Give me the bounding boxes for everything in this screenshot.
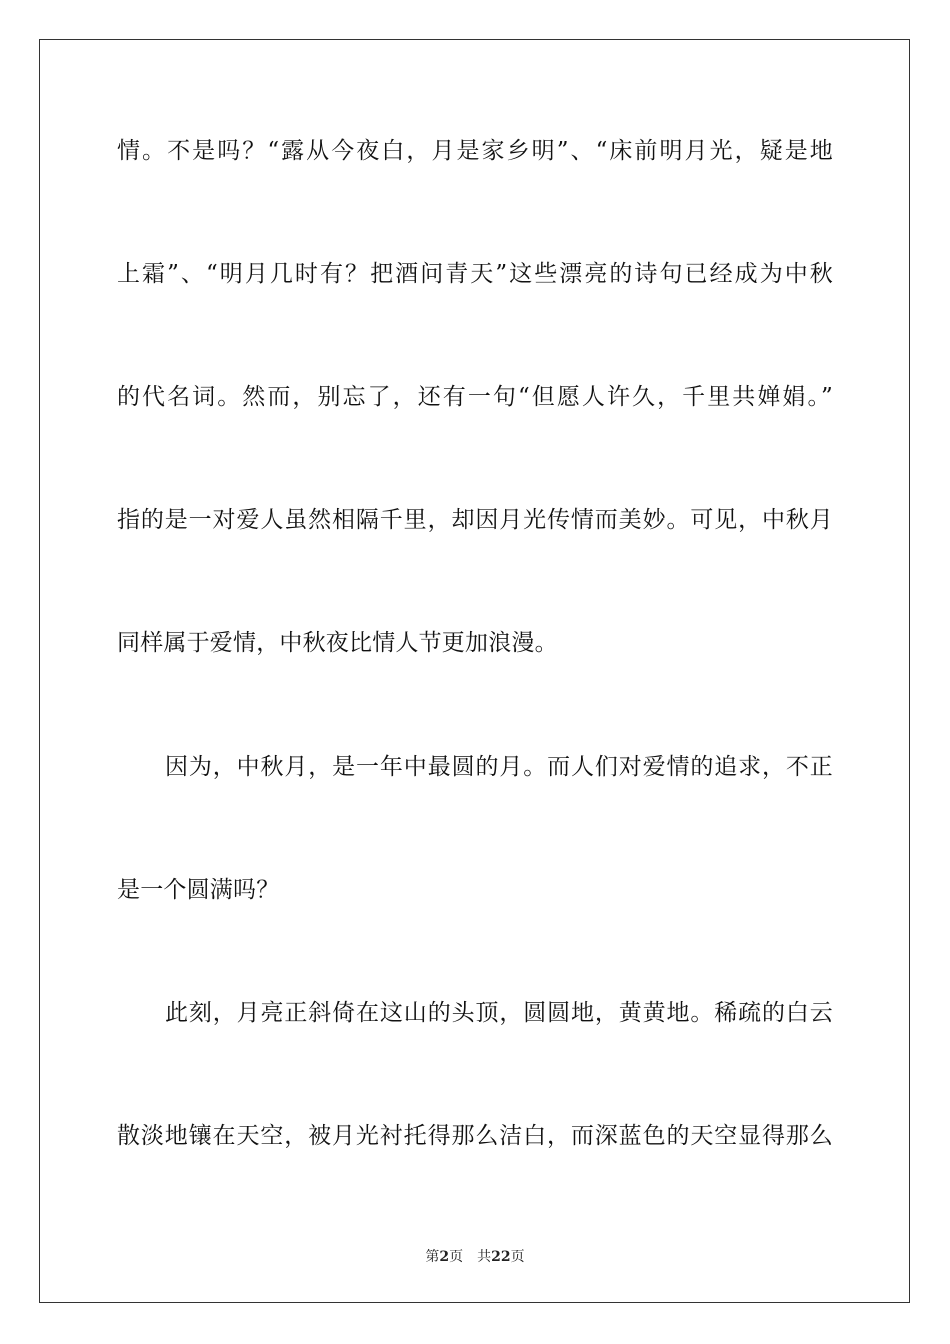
text-line-8: 此刻，月亮正斜倚在这山的头顶，圆圆地，黄黄地。稀疏的白云 (165, 1000, 833, 1026)
total-pages: 22 (491, 1249, 511, 1265)
page-suffix: 页 (449, 1249, 464, 1265)
text-line-4: 指的是一对爱人虽然相隔千里，却因月光传情而美妙。可见，中秋月 (117, 507, 833, 533)
page-frame (39, 39, 910, 1303)
text-line-5: 同样属于爱情，中秋夜比情人节更加浪漫。 (117, 630, 558, 656)
text-line-1: 情。不是吗？“露从今夜白，月是家乡明”、“床前明月光，疑是地 (117, 138, 833, 164)
total-suffix: 页 (510, 1249, 525, 1265)
text-line-6: 因为，中秋月，是一年中最圆的月。而人们对爱情的追求，不正 (165, 754, 833, 780)
text-line-9: 散淡地镶在天空，被月光衬托得那么洁白，而深蓝色的天空显得那么 (117, 1123, 833, 1149)
text-line-7: 是一个圆满吗？ (117, 877, 280, 903)
total-prefix: 共 (477, 1249, 492, 1265)
page-footer (0, 1248, 950, 1266)
page-number: 2 (439, 1249, 450, 1265)
text-line-2: 上霜”、“明月几时有？把酒问青天”这些漂亮的诗句已经成为中秋 (117, 261, 833, 287)
page-prefix: 第 (425, 1249, 440, 1265)
text-line-3: 的代名词。然而，别忘了，还有一句“但愿人许久，千里共婵娟。” (117, 384, 833, 410)
